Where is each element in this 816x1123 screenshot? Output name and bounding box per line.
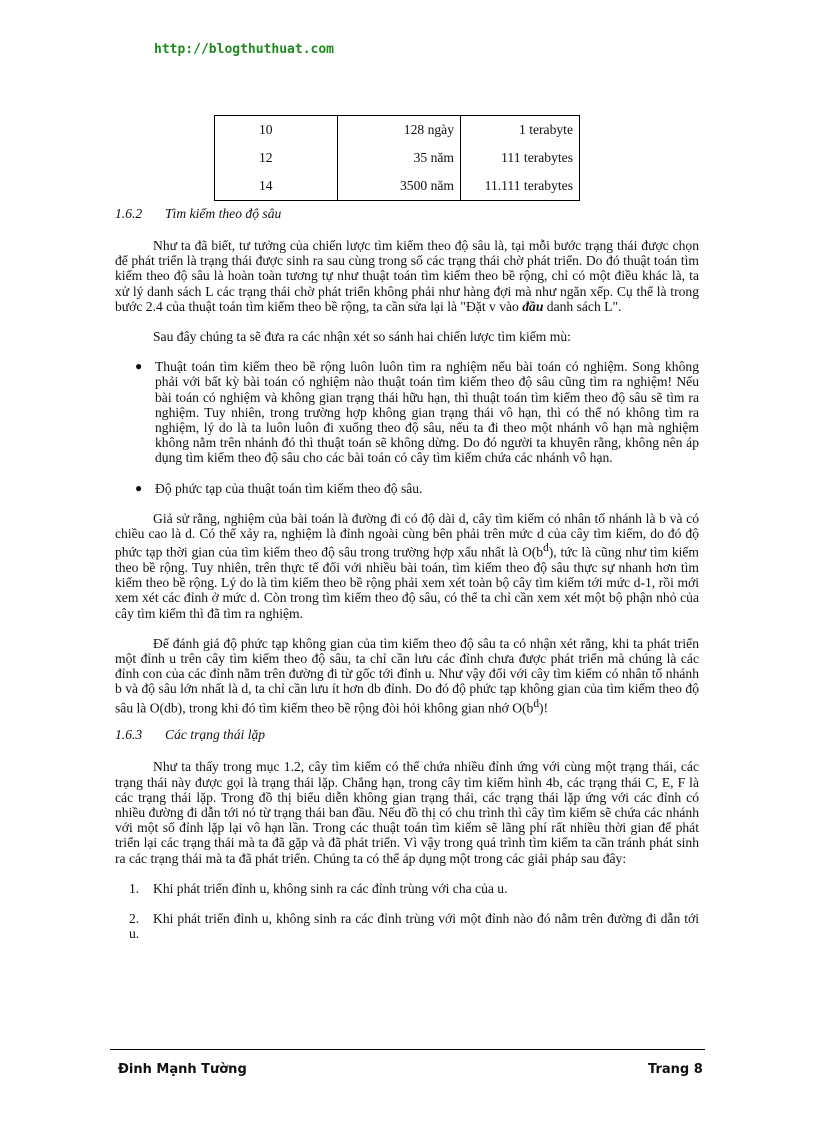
table-cell-time: 3500 năm	[338, 172, 461, 201]
paragraph-time-complexity	[115, 511, 699, 621]
text-run: Giả sử rằng, nghiệm của bài toán là đường đi có độ dài d, cây tìm kiếm có nhân tố nhánh là b và có chiều cao là d. Có thể xảy ra, nghiệm là đỉnh ngoài cùng bên phải trên mức d của cây tìm kiếm, do đó độ phức tạp thời gian của tìm kiếm theo độ sâu trong trường hợp xấu nhất là O(b	[115, 510, 699, 560]
table-cell-memory: 11.111 terabytes	[461, 172, 580, 201]
header-url[interactable]: http://blogthuthuat.com	[154, 42, 335, 57]
text-run: )!	[539, 700, 549, 716]
list-item	[115, 881, 699, 896]
table-row	[215, 172, 580, 201]
section-heading-1-6-3	[115, 727, 699, 747]
table-cell-depth: 12	[259, 150, 273, 165]
emphasis-text: đầu	[522, 298, 544, 314]
bullet-dot-icon: ●	[135, 480, 143, 495]
bullet-text: Độ phức tạp của thuật toán tìm kiếm theo độ sâu.	[155, 480, 423, 496]
section-title: Các trạng thái lặp	[165, 727, 266, 743]
list-text: Khi phát triển đỉnh u, không sinh ra các đỉnh trùng với cha của u.	[153, 880, 508, 896]
footer-page-number: Trang 8	[648, 1062, 703, 1077]
list-text: Khi phát triển đỉnh u, không sinh ra các đỉnh trùng với một đỉnh nào đó nằm trên đường đi dẫn tới u.	[129, 910, 699, 942]
table-cell-time: 35 năm	[338, 144, 461, 172]
section-title: Tìm kiếm theo độ sâu	[165, 206, 282, 221]
list-number: 1.	[129, 880, 140, 896]
bullet-completeness	[115, 359, 699, 465]
superscript: d	[543, 542, 549, 555]
bullet-dot-icon: ●	[135, 359, 143, 374]
table-row	[215, 116, 580, 145]
section-number: 1.6.3	[115, 727, 143, 743]
footer-author: Đinh Mạnh Tường	[118, 1062, 247, 1077]
table-cell-time: 128 ngày	[338, 116, 461, 145]
list-item	[115, 911, 699, 941]
bullet-text: Thuật toán tìm kiếm theo bề rộng luôn luôn tìm ra nghiệm nếu bài toán có nghiệm. Song không phải với bất kỳ bài toán có nghiệm nào thuật toán tìm kiếm theo độ sâu cũng tìm ra nghiệm! Nếu bài toán có nghiệm và không gian trạng thái hữu hạn, thì thuật toán tìm kiếm theo độ sâu sẽ tìm ra nghiệm. Tuy nhiên, trong trường hợp không gian trạng thái vô hạn, thì có thể nó không tìm ra nghiệm, lý do là ta luôn luôn đi xuống theo độ sâu, nếu ta đi theo một nhánh vô hạn mà nghiệm không nằm trên nhánh đó thì thuật toán sẽ không dừng. Do đó người ta khuyên rằng, không nên áp dụng tìm kiếm theo độ sâu cho các bài toán có cây tìm kiếm chứa các nhánh vô hạn.	[155, 359, 699, 466]
superscript: d	[533, 697, 540, 710]
page-body	[115, 206, 699, 941]
paragraph-space-complexity	[115, 636, 699, 716]
text-run: Như ta đã biết, tư tưởng của chiến lược tìm kiếm theo độ sâu là, tại mỗi bước trạng thái được chọn để phát triển là trạng thái được sinh ra sau cùng trong số các trạng thái chờ phát triển. Do đó thuật toán tìm kiếm theo độ sâu là hoàn toàn tương tự như thuật toán tìm kiếm theo bề rộng, chỉ có một điều khác là, ta xử lý danh sách L các trạng thái chờ phát triển không phải như hàng đợi mà như ngăn xếp. Cụ thể là trong bước 2.4 của thuật toán tìm kiếm theo bề rộng, ta cần sửa lại là "Đặt v vào	[115, 238, 699, 314]
bullet-complexity	[115, 481, 699, 496]
complexity-table	[214, 115, 580, 201]
text-run: Để đánh giá độ phức tạp không gian của tìm kiếm theo độ sâu ta có nhận xét rằng, khi ta phát triển một đỉnh u trên cây tìm kiếm theo độ sâu, ta chỉ cần lưu các đỉnh chưa được phát triển mà chúng là các đỉnh con của các đỉnh nằm trên đường đi từ gốc tới đỉnh u. Như vậy đối với cây tìm kiếm có nhân tố nhánh b và độ sâu lớn nhất là d, ta chỉ cần lưu ít hơn db đỉnh. Do đó độ phức tạp không gian của tìm kiếm theo độ sâu là O(db), trong khi đó tìm kiếm theo bề rộng đòi hỏi không gian nhớ O(b	[115, 635, 699, 716]
paragraph-repeated-states: Như ta thấy trong mục 1.2, cây tìm kiếm có thể chứa nhiều đỉnh ứng với cùng một trạng thái, các trạng thái này được gọi là trạng thái lặp. Chẳng hạn, trong cây tìm kiếm hình 4b, các trạng thái C, E, F là các trạng thái lặp. Trong đồ thị biểu diễn không gian trạng thái, các trạng thái lặp ứng với các đỉnh có nhiều đường đi dẫn tới nó từ trạng thái ban đầu. Nếu đồ thị có chu trình thì cây tìm kiếm sẽ chứa các nhánh với một số đỉnh lặp lại vô hạn lần. Trong các thuật toán tìm kiếm sẽ lãng phí rất nhiều thời gian để phát triển lại các trạng thái mà ta đã gặp và đã phát triển. Vì vậy trong quá trình tìm kiếm ta cần tránh phát sinh ra các trạng thái mà ta đã phát triển. Chúng ta có thể áp dụng một trong các giải pháp sau đây:	[115, 759, 699, 866]
paragraph-dfs-intro	[115, 238, 699, 314]
paragraph-comparison-intro: Sau đây chúng ta sẽ đưa ra các nhận xét so sánh hai chiến lược tìm kiếm mù:	[153, 329, 571, 345]
table-cell-memory: 111 terabytes	[461, 144, 580, 172]
text-run: ), tức là cũng như tìm kiếm theo bề rộng. Tuy nhiên, trên thực tế đối với nhiều bài toán, tìm kiếm theo độ sâu thực sự nhanh hơn tìm kiếm theo bề rộng. Lý do là tìm kiếm theo bề rộng phải xem xét toàn bộ cây tìm kiếm tới mức d-1, rồi mới xem xét các đỉnh ở mức d. Còn trong tìm kiếm theo độ sâu, có thể ta chỉ cần xem xét một bộ phận nhỏ của cây tìm kiếm thì đã tìm ra nghiệm.	[115, 544, 700, 621]
list-number: 2.	[129, 910, 140, 926]
section-heading-1-6-2	[115, 206, 699, 226]
table-cell-memory: 1 terabyte	[461, 116, 580, 145]
table-row	[215, 144, 580, 172]
table-cell-depth: 10	[259, 122, 273, 137]
section-number: 1.6.2	[115, 206, 143, 221]
text-run: danh sách L".	[543, 298, 622, 314]
footer-divider	[110, 1049, 705, 1050]
table-cell-depth: 14	[259, 178, 273, 193]
